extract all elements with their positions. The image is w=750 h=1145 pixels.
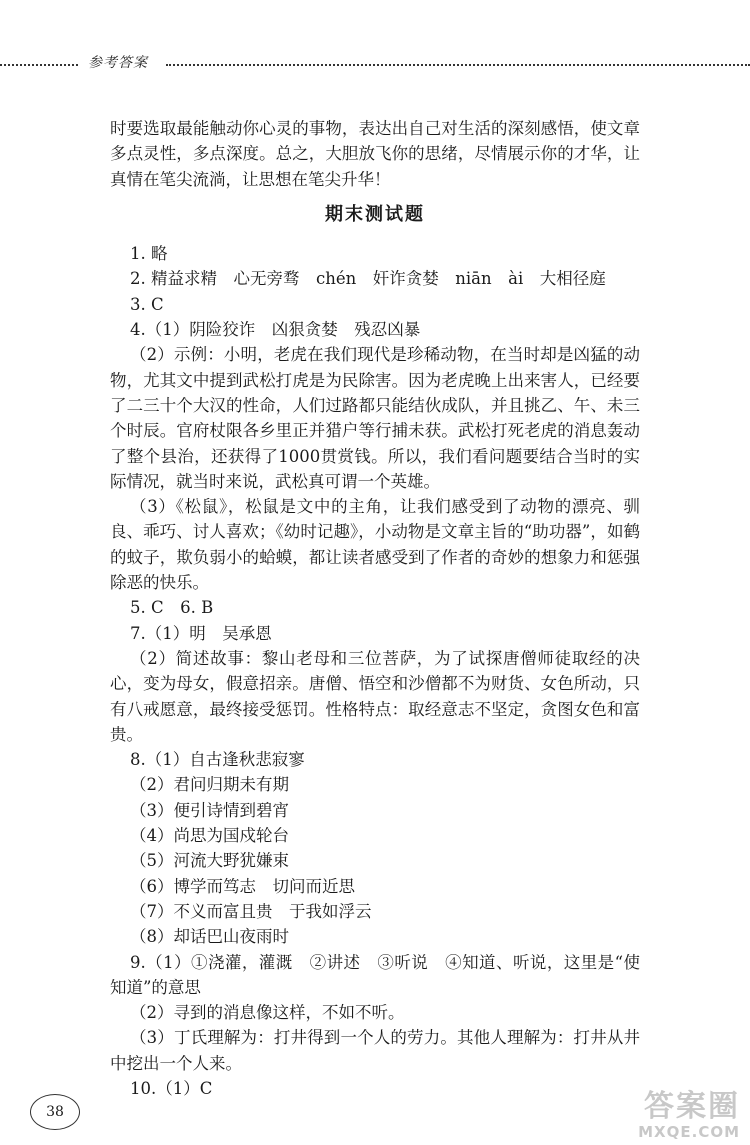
answer-item: 2. 精益求精 心无旁骛 chén 奸诈贪婪 niān ài 大相径庭 [130, 269, 606, 289]
answer-item: （8）却话巴山夜雨时 [130, 927, 289, 947]
answer-item: 3. C [130, 294, 164, 314]
answer-item: （2）简述故事：黎山老母和三位菩萨，为了试探唐僧师徒取经的决心，变为母女，假意招亲。唐僧、悟空和沙僧都不为财货、女色所动，只有八戒愿意，最终接受惩罚。性格特点：取经意志不坚定，贪图女色和富贵。 [110, 648, 640, 744]
page-number: 38 [46, 1104, 64, 1120]
answer-item: （3）便引诗情到碧宵 [130, 800, 289, 820]
answer-item: （2）君问归期未有期 [130, 775, 289, 795]
answer-item: （2）寻到的消息像这样，不如不听。 [130, 1003, 405, 1023]
answer-item: （3）《松鼠》，松鼠是文中的主角，让我们感受到了动物的漂亮、驯良、乖巧、讨人喜欢；《幼时记趣》，小动物是文章主旨的“助功器”，如鹤的蚊子，欺负弱小的蛤蟆，都让读者感受到了作者的奇妙的想象力和惩强除恶的快乐。 [110, 497, 640, 593]
watermark-text: 答案圈 [644, 1089, 740, 1124]
answer-list [110, 241, 640, 1101]
answer-item: （4）尚思为国戍轮台 [130, 826, 289, 846]
answer-item: 7.（1）明 吴承恩 [130, 623, 272, 643]
answer-item: 5. C 6. B [130, 598, 214, 618]
answer-item: 1. 略 [130, 244, 168, 264]
answer-item: （5）河流大野犹嫌束 [130, 851, 289, 871]
answer-item: 10.（1）C [130, 1078, 213, 1098]
answer-item: 9.（1）①浇灌，灌溉 ②讲述 ③听说 ④知道、听说，这里是“使知道”的意思 [110, 952, 640, 997]
page-number-badge [30, 1094, 80, 1130]
answer-item: （3）丁氏理解为：打井得到一个人的劳力。其他人理解为：打井从井中挖出一个人来。 [110, 1028, 640, 1073]
answer-item: 8.（1）自古逢秋悲寂寥 [130, 750, 305, 770]
watermark-url: MXQE.COM [638, 1123, 740, 1141]
header-dotted-rule-left [0, 64, 78, 66]
answer-item: （7）不义而富且贵 于我如浮云 [130, 901, 372, 921]
header-label: 参考答案 [88, 55, 148, 71]
intro-paragraph: 时要选取最能触动你心灵的事物，表达出自己对生活的深刻感悟，使文章多点灵性，多点深度。总之，大胆放飞你的思绪，尽情展示你的才华，让真情在笔尖流淌，让思想在笔尖升华！ [110, 119, 640, 189]
answer-item: 4.（1）阴险狡诈 凶狠贪婪 残忍凶暴 [130, 320, 421, 340]
watermark-logo [592, 1081, 742, 1141]
page-content [110, 116, 640, 1101]
answer-item: （2）示例：小明，老虎在我们现代是珍稀动物，在当时却是凶猛的动物，尤其文中提到武松打虎是为民除害。因为老虎晚上出来害人，已经要了二三十个大汉的性命，人们过路都只能结伙成队，并且挑乙、午、未三个时辰。官府杖限各乡里正并猎户等行捕未获。武松打死老虎的消息轰动了整个县治，还获得了1000贯赏钱。所以，我们看问题要结合当时的实际情况，就当时来说，武松真可谓一个英雄。 [110, 345, 640, 491]
section-title: 期末测试题 [325, 203, 425, 225]
header-dotted-rule-right [166, 64, 750, 66]
answer-item: （6）博学而笃志 切问而近思 [130, 876, 355, 896]
running-header [0, 52, 750, 72]
